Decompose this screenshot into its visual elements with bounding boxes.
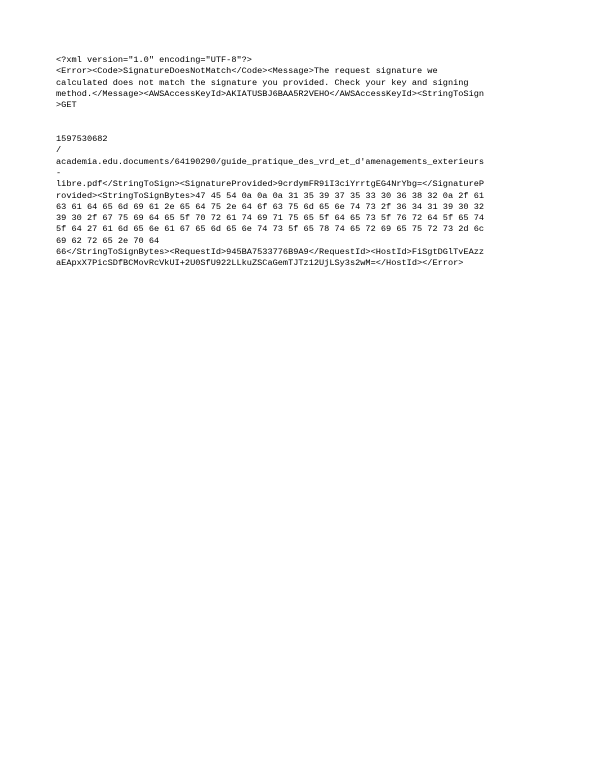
xml-declaration-line: <?xml version="1.0" encoding="UTF-8"?> [56, 55, 252, 65]
text-line: rovided><StringToSignBytes>47 45 54 0a 0a 0a 31 35 39 37 35 33 30 36 38 32 0a 2f 61 [56, 190, 485, 201]
xml-error-document [56, 55, 548, 270]
text-line: 5f 64 27 61 6d 65 6e 61 67 65 6d 65 6e 74 73 5f 65 78 74 65 72 69 65 75 72 73 2d 6c [56, 224, 485, 235]
blank-line [56, 111, 548, 122]
text-line: method.</Message><AWSAccessKeyId>AKIATUSBJ6BAA5R2VEHO</AWSAccessKeyId><StringToSign [56, 88, 485, 99]
text-line: 63 61 64 65 6d 69 61 2e 65 64 75 2e 64 6f 63 75 6d 65 6e 74 73 2f 36 34 31 39 30 32 [56, 201, 485, 212]
text-line: >GET [56, 100, 77, 111]
text-line: calculated does not match the signature you provided. Check your key and signing [56, 77, 469, 88]
text-line: <Error><Code>SignatureDoesNotMatch</Code><Message>The request signature we [56, 66, 438, 77]
text-line: 69 62 72 65 2e 70 64 [56, 235, 160, 246]
blank-line [56, 123, 548, 134]
text-line: 39 30 2f 67 75 69 64 65 5f 70 72 61 74 69 71 75 65 5f 64 65 73 5f 76 72 64 5f 65 74 [56, 213, 485, 224]
text-line: aEApxX7PicSDfBCMovRcVkUI+2U0SfU922LLkuZSCaGemTJTz12UjLSy3s2wM=</HostId></Error> [56, 258, 464, 269]
text-line: - [56, 167, 62, 178]
text-line: / [56, 145, 62, 156]
text-line: 66</StringToSignBytes><RequestId>945BA7533776B9A9</RequestId><HostId>FiSgtDGlTvEAzz [56, 247, 485, 258]
text-line: 1597530682 [56, 134, 108, 145]
text-line: libre.pdf</StringToSign><SignatureProvided>9crdymFR9iI3ciYrrtgEG4NrYbg=</SignatureP [56, 179, 485, 190]
text-line: academia.edu.documents/64190290/guide_pratique_des_vrd_et_d'amenagements_exterieurs [56, 156, 485, 167]
